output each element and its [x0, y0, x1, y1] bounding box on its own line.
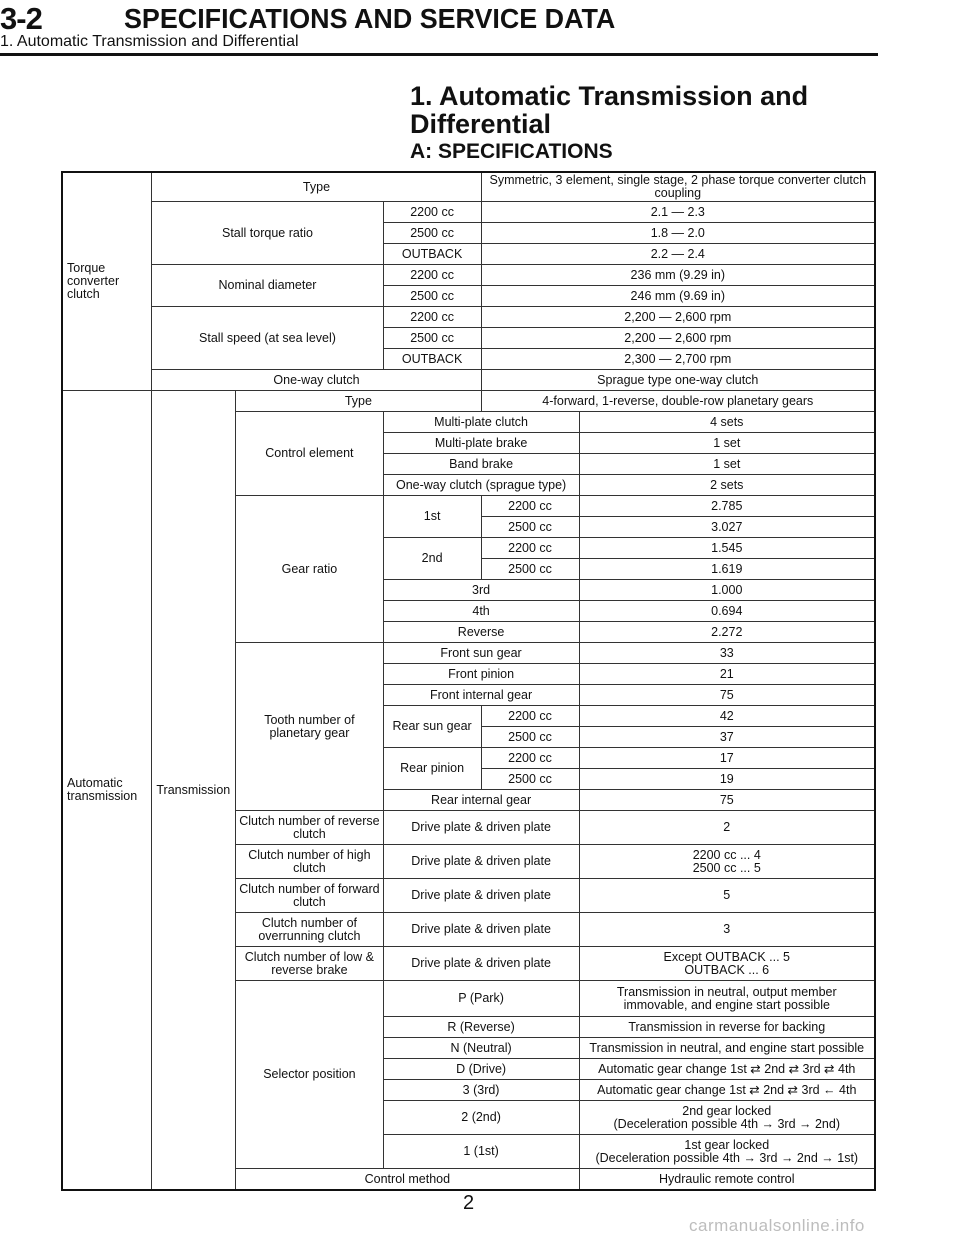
cell-item: D (Drive) [383, 1059, 579, 1080]
cell-value-line: 1st gear locked [684, 1137, 770, 1152]
cell-value: Automatic gear change 1st ⇄ 2nd ⇄ 3rd ⇄ 4th [579, 1059, 875, 1080]
cell-value: 3 [579, 913, 875, 947]
cell-value: 2.272 [579, 622, 875, 643]
cell-value: 2 sets [579, 475, 875, 496]
section-heading [410, 82, 808, 138]
cell-value: Transmission in reverse for backing [579, 1017, 875, 1038]
cell-variant: 2200 cc [481, 538, 579, 559]
cell-value: 1.545 [579, 538, 875, 559]
cell-label: Type [236, 391, 481, 412]
cell-value: 4 sets [579, 412, 875, 433]
cell-item: Multi-plate clutch [383, 412, 579, 433]
cell-label: Stall torque ratio [152, 202, 383, 265]
cell-item: Rear pinion [383, 748, 481, 790]
cell-label: Clutch number of reverse clutch [236, 811, 383, 845]
cell-variant: 2200 cc [481, 706, 579, 727]
cell-item: 4th [383, 601, 579, 622]
cell-item: Drive plate & driven plate [383, 913, 579, 947]
cell-value-line: OUTBACK ... 6 [684, 962, 770, 977]
cell-label: Gear ratio [236, 496, 383, 643]
cell-item: Front sun gear [383, 643, 579, 664]
section-heading-line2: Differential [410, 109, 552, 139]
page-header [0, 0, 880, 56]
cell-value-line: Transmission in neutral, output member [616, 984, 837, 999]
subgroup-transmission: Transmission [152, 391, 236, 1191]
cell-value-line: (Deceleration possible 4th → 3rd → 2nd → 1st) [595, 1150, 859, 1165]
cell-item: Multi-plate brake [383, 433, 579, 454]
cell-value: Automatic gear change 1st ⇄ 2nd ⇄ 3rd ← 4th [579, 1080, 875, 1101]
cell-value [579, 845, 875, 879]
group-torque-converter: Torque converter clutch [62, 172, 152, 391]
cell-item: 1st [383, 496, 481, 538]
cell-value: 236 mm (9.29 in) [481, 265, 875, 286]
specifications-table [61, 171, 876, 1191]
cell-value: 2,200 — 2,600 rpm [481, 307, 875, 328]
cell-label: Clutch number of high clutch [236, 845, 383, 879]
cell-item: 1 (1st) [383, 1135, 579, 1169]
cell-item: Front internal gear [383, 685, 579, 706]
cell-item: Rear internal gear [383, 790, 579, 811]
table-row [62, 172, 875, 202]
cell-value: 5 [579, 879, 875, 913]
cell-value: 1.8 — 2.0 [481, 223, 875, 244]
cell-value: 3.027 [579, 517, 875, 538]
cell-value: 4-forward, 1-reverse, double-row planetary gears [481, 391, 875, 412]
cell-value [579, 1101, 875, 1135]
cell-item: 2nd [383, 538, 481, 580]
cell-item: One-way clutch (sprague type) [383, 475, 579, 496]
page-number: 2 [463, 1192, 475, 1214]
cell-variant: 2500 cc [383, 223, 481, 244]
cell-value: Hydraulic remote control [579, 1169, 875, 1191]
cell-label: Control element [236, 412, 383, 496]
cell-item: 2 (2nd) [383, 1101, 579, 1135]
cell-value: 19 [579, 769, 875, 790]
cell-item: Reverse [383, 622, 579, 643]
cell-value: 42 [579, 706, 875, 727]
cell-value: 21 [579, 664, 875, 685]
cell-label: Nominal diameter [152, 265, 383, 307]
watermark: carmanualsonline.info [689, 1216, 865, 1235]
cell-label: Clutch number of low & reverse brake [236, 947, 383, 981]
cell-variant: 2200 cc [481, 748, 579, 769]
subsection-heading: A: SPECIFICATIONS [410, 140, 613, 163]
section-heading-line1: 1. Automatic Transmission and [410, 81, 809, 111]
cell-variant: 2500 cc [481, 559, 579, 580]
cell-value: 1.000 [579, 580, 875, 601]
cell-label: Stall speed (at sea level) [152, 307, 383, 370]
cell-variant: 2500 cc [481, 769, 579, 790]
header-title: SPECIFICATIONS AND SERVICE DATA [124, 3, 616, 34]
table-row [62, 391, 875, 412]
cell-value-line: 2500 cc ... 5 [692, 860, 761, 875]
cell-variant: 2200 cc [383, 202, 481, 223]
cell-value: 2,200 — 2,600 rpm [481, 328, 875, 349]
cell-value: Sprague type one-way clutch [481, 370, 875, 391]
cell-item: Rear sun gear [383, 706, 481, 748]
cell-value-line: immovable, and engine start possible [623, 997, 830, 1012]
table-row [62, 370, 875, 391]
cell-variant: 2500 cc [481, 517, 579, 538]
cell-label: Type [152, 172, 481, 202]
cell-item: N (Neutral) [383, 1038, 579, 1059]
cell-value: 1.619 [579, 559, 875, 580]
cell-item: Drive plate & driven plate [383, 947, 579, 981]
group-automatic-transmission: Automatic transmission [62, 391, 152, 1191]
cell-value: 2.2 — 2.4 [481, 244, 875, 265]
cell-item: 3rd [383, 580, 579, 601]
cell-value: Symmetric, 3 element, single stage, 2 phase torque converter clutch coupling [481, 172, 875, 202]
cell-item: Front pinion [383, 664, 579, 685]
cell-value-line: 2nd gear locked [682, 1103, 772, 1118]
cell-variant: 2500 cc [481, 727, 579, 748]
cell-value: 37 [579, 727, 875, 748]
cell-variant: 2500 cc [383, 328, 481, 349]
cell-value: 1 set [579, 454, 875, 475]
table-row [62, 202, 875, 223]
cell-variant: 2500 cc [383, 286, 481, 307]
header-subtitle: 1. Automatic Transmission and Differential [0, 33, 299, 50]
cell-value [579, 1135, 875, 1169]
cell-value: 33 [579, 643, 875, 664]
cell-value-line: (Deceleration possible 4th → 3rd → 2nd) [613, 1116, 841, 1131]
header-rule [0, 53, 878, 56]
cell-item: Drive plate & driven plate [383, 811, 579, 845]
cell-label: Control method [236, 1169, 579, 1191]
cell-variant: 2200 cc [481, 496, 579, 517]
cell-item: P (Park) [383, 981, 579, 1017]
cell-label: Clutch number of forward clutch [236, 879, 383, 913]
cell-value: 17 [579, 748, 875, 769]
cell-value: Transmission in neutral, and engine start possible [579, 1038, 875, 1059]
cell-label: Selector position [236, 981, 383, 1169]
cell-value: 0.694 [579, 601, 875, 622]
cell-item: R (Reverse) [383, 1017, 579, 1038]
cell-value: 75 [579, 790, 875, 811]
cell-value: 1 set [579, 433, 875, 454]
cell-value-line: Except OUTBACK ... 5 [663, 949, 790, 964]
section-number: 3-2 [0, 1, 42, 36]
cell-label: Clutch number of overrunning clutch [236, 913, 383, 947]
table-row [62, 265, 875, 286]
cell-variant: OUTBACK [383, 349, 481, 370]
cell-item: Band brake [383, 454, 579, 475]
cell-item: 3 (3rd) [383, 1080, 579, 1101]
cell-value [579, 981, 875, 1017]
cell-value-line: 2200 cc ... 4 [692, 847, 761, 862]
cell-value: 246 mm (9.69 in) [481, 286, 875, 307]
cell-variant: 2200 cc [383, 307, 481, 328]
cell-value [579, 947, 875, 981]
cell-variant: 2200 cc [383, 265, 481, 286]
cell-value: 2 [579, 811, 875, 845]
cell-value: 2,300 — 2,700 rpm [481, 349, 875, 370]
cell-label: One-way clutch [152, 370, 481, 391]
cell-value: 2.785 [579, 496, 875, 517]
cell-value: 75 [579, 685, 875, 706]
table-row [62, 307, 875, 328]
cell-label: Tooth number of planetary gear [236, 643, 383, 811]
cell-variant: OUTBACK [383, 244, 481, 265]
cell-item: Drive plate & driven plate [383, 845, 579, 879]
cell-value: 2.1 — 2.3 [481, 202, 875, 223]
cell-item: Drive plate & driven plate [383, 879, 579, 913]
